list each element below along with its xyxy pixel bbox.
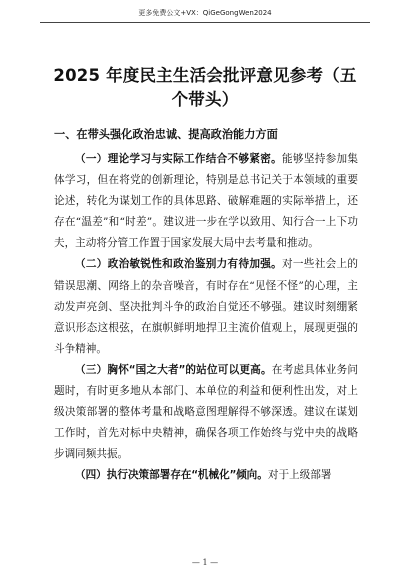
paragraph-lead: （一）理论学习与实际工作结合不够紧密。 <box>75 153 283 165</box>
paragraph-lead: （四）执行决策部署存在“机械化”倾向。 <box>75 469 268 482</box>
paragraph-text: 在考虑具体业务问题时，有时更多地从本部门、本单位的利益和便利性出发，对上级决策部署的整体考量和战略意图理解得不够深透。建议在谋划工作时，首先对标中央精神，确保各项工作始终与党中央的战略步调同频共振。 <box>54 363 358 461</box>
page-number: — 1 — <box>191 558 219 567</box>
paragraph-3 <box>54 360 358 465</box>
paragraph-lead: （二）政治敏锐性和政治鉴别力有待加强。 <box>75 258 283 271</box>
paragraph-text: 对于上级部署 <box>267 469 332 482</box>
header-divider <box>40 22 370 23</box>
document-body <box>54 149 358 487</box>
paragraph-text: 能够坚持参加集体学习，但在将党的创新理论，特别是总书记关于本领域的重要论述，转化为谋划工作的具体思路、破解难题的实际举措上，还存在“温差”和“时差”。建议进一步在学以致用、知行合一上下功夫，主动将分管工作置于国家发展大局中去考量和推动。 <box>54 153 359 250</box>
paragraph-2 <box>54 254 358 359</box>
header-note: 更多免费公文+VX：QiGeGongWen2024 <box>138 9 272 17</box>
paragraph-text: 对一些社会上的错误思潮、网络上的杂音噪音，有时存在“见怪不怪”的心理，主动发声亮剑、坚决批判斗争的政治自觉还不够强。建议时刻绷紧意识形态这根弦，在旗帜鲜明地捍卫主流价值观上，展现更强的斗争精神。 <box>54 258 359 355</box>
paragraph-lead: （三）胸怀“国之大者”的站位可以更高。 <box>75 363 272 376</box>
document-title: 2025 年度民主生活会批评意见参考（五个带头） <box>53 66 357 109</box>
paragraph-1 <box>54 149 358 254</box>
paragraph-4 <box>54 465 358 486</box>
section-heading: 一、在带头强化政治忠诚、提高政治能力方面 <box>54 128 278 141</box>
